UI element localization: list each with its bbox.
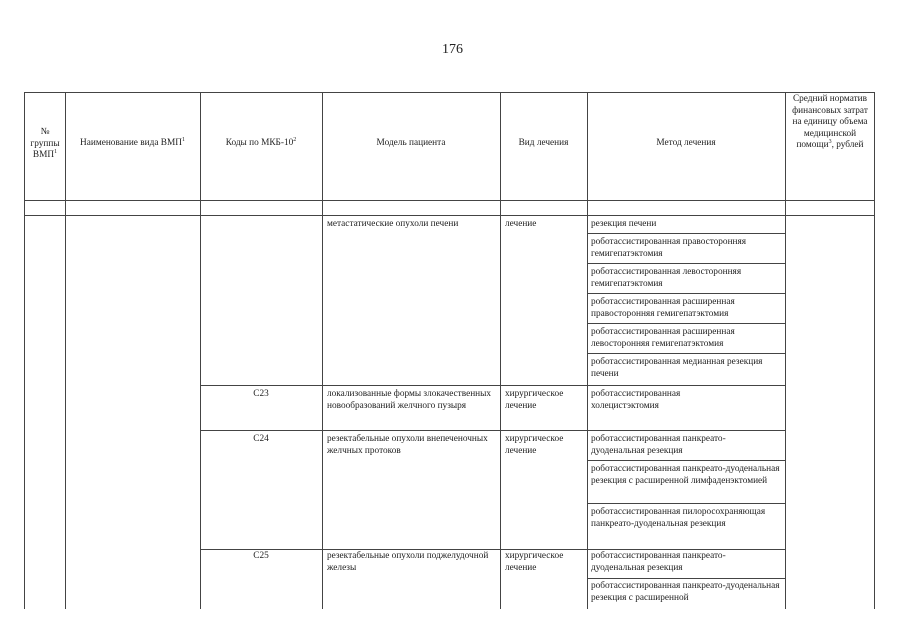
treatment-method-cell: роботассистированная панкреато-дуоденальная резекция <box>591 434 726 456</box>
treatment-type-cell: хирургическое лечение <box>505 434 564 456</box>
treatment-method-cell: роботассистированная правосторонняя гемигепатэктомия <box>591 237 747 259</box>
header-mkb-codes: Коды по МКБ-$10^2$ <box>225 136 297 148</box>
treatment-type-cell: хирургическое лечение <box>505 551 564 573</box>
patient-model-cell: резектабельные опухоли внепеченочных желчных протоков <box>327 434 488 456</box>
mkb-code-cell: C25 <box>253 551 269 561</box>
treatment-method-cell: роботассистированная расширенная левосторонняя гемигепатэктомия <box>591 327 735 349</box>
treatment-method-cell: роботассистированная медианная резекция печени <box>591 357 763 379</box>
treatment-method-cell: роботассистированная холецистэктомия <box>591 389 681 411</box>
treatment-method-cell: роботассистированная панкреато-дуоденальная резекция с расширенной <box>591 581 780 603</box>
treatment-method-cell: роботассистированная расширенная правосторонняя гемигепатэктомия <box>591 297 735 319</box>
header-treatment-type: Вид лечения <box>518 138 569 148</box>
column-border <box>874 92 875 609</box>
patient-model-cell: метастатические опухоли печени <box>327 219 459 229</box>
treatment-type-cell: лечение <box>505 219 537 229</box>
header-treatment-method: Метод лечения <box>656 138 716 148</box>
column-border <box>587 92 588 609</box>
method-divider <box>587 263 785 264</box>
table-top-border <box>24 92 874 93</box>
treatment-method-cell: роботассистированная панкреато-дуоденальная резекция <box>591 551 726 573</box>
treatment-method-cell: роботассистированная пилоросохраняющая панкреато-дуоденальная резекция <box>591 507 766 529</box>
treatment-type-cell: хирургическое лечение <box>505 389 564 411</box>
row-border <box>200 549 785 550</box>
column-border <box>322 92 323 609</box>
header-bottom-border <box>24 200 874 201</box>
method-divider <box>587 233 785 234</box>
column-border <box>65 92 66 609</box>
header-vmp-name: Наименование вида ВМП$^1$ <box>80 136 185 148</box>
patient-model-cell: локализованные формы злокачественных новообразований желчного пузыря <box>327 389 492 411</box>
row-border <box>200 430 785 431</box>
method-divider <box>587 460 785 461</box>
column-numbers-border <box>24 215 874 216</box>
method-divider <box>587 353 785 354</box>
method-divider <box>587 578 785 579</box>
method-divider <box>587 293 785 294</box>
column-border <box>24 92 25 609</box>
treatment-method-cell: роботассистированная левосторонняя гемигепатэктомия <box>591 267 742 289</box>
method-divider <box>587 503 785 504</box>
row-border <box>200 385 785 386</box>
header-patient-model: Модель пациента <box>376 138 446 148</box>
header-group-number: № группы ВМП$^1$ <box>30 127 60 160</box>
column-border <box>200 92 201 609</box>
mkb-code-cell: C23 <box>253 389 269 399</box>
patient-model-cell: резектабельные опухоли поджелудочной железы <box>327 551 489 573</box>
treatment-method-cell: резекция печени <box>591 219 657 229</box>
column-border <box>500 92 501 609</box>
treatment-method-cell: роботассистированная панкреато-дуоденальная резекция с расширенной лимфаденэктомией <box>591 464 780 486</box>
mkb-code-cell: C24 <box>253 434 269 444</box>
method-divider <box>587 323 785 324</box>
column-border <box>785 92 786 609</box>
page-number: 176 <box>442 42 463 57</box>
header-average-cost: Средний норматив финансовых затрат на единицу объема медицинской помощи$^3$, рублей <box>792 94 868 150</box>
